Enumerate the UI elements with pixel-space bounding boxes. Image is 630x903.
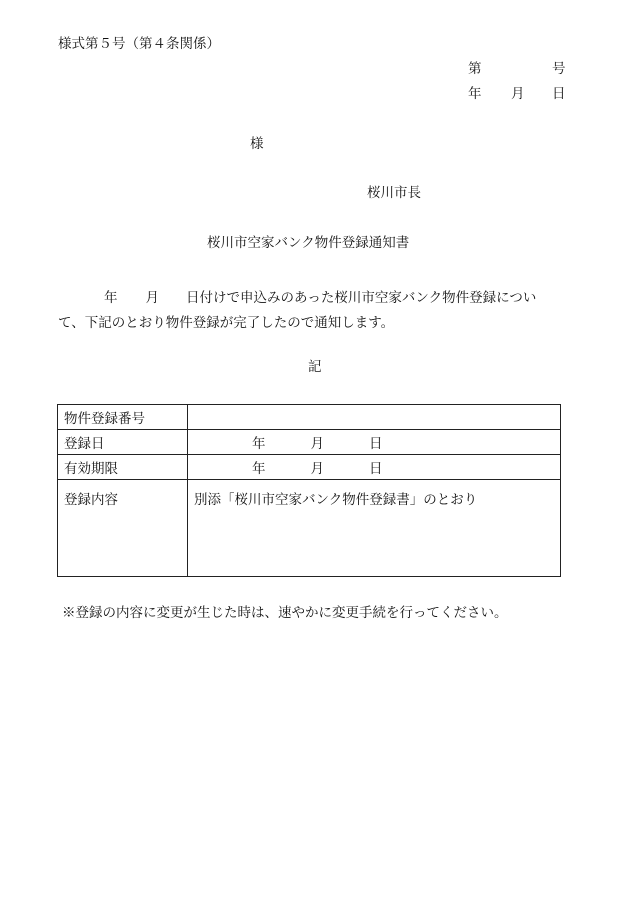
issue-date-year: 年 [468,86,482,102]
body-line-1-text: 日付けで申込みのあった桜川市空家バンク物件登録につい [186,290,537,306]
body-month: 月 [145,290,159,306]
expiry-date-day: 日 [369,461,383,477]
expiry-date-month: 月 [310,461,324,477]
issue-date-month: 月 [511,86,525,102]
registration-date-year: 年 [252,436,266,452]
table-value: 別添「桜川市空家バンク物件登録書」のとおり [188,480,561,577]
table-label: 登録内容 [58,480,188,577]
document-title: 桜川市空家バンク物件登録通知書 [207,235,410,251]
body-paragraph [58,286,578,336]
table-label: 物件登録番号 [58,405,188,430]
table-row [58,405,561,430]
table-row [58,430,561,455]
sender: 桜川市長 [367,185,421,201]
table-row [58,455,561,480]
body-line-1 [58,286,578,311]
table-label: 有効期限 [58,455,188,480]
expiry-date-year: 年 [252,461,266,477]
issue-number-suffix: 号 [552,61,566,77]
body-year: 年 [104,290,118,306]
issue-number-prefix: 第 [468,61,482,77]
registration-date-day: 日 [369,436,383,452]
table-label: 登録日 [58,430,188,455]
registration-date-value [188,430,561,455]
form-number: 様式第５号（第４条関係） [58,36,220,52]
table-value [188,405,561,430]
registration-date-month: 月 [310,436,324,452]
expiry-date-value [188,455,561,480]
footnote: ※登録の内容に変更が生じた時は、速やかに変更手続を行ってください。 [62,605,508,621]
addressee-suffix: 様 [250,136,264,152]
info-table [57,404,561,577]
issue-date-day: 日 [552,86,566,102]
body-line-2: て、下記のとおり物件登録が完了したので通知します。 [58,315,395,331]
table-row [58,480,561,577]
ki-heading: 記 [308,359,322,375]
